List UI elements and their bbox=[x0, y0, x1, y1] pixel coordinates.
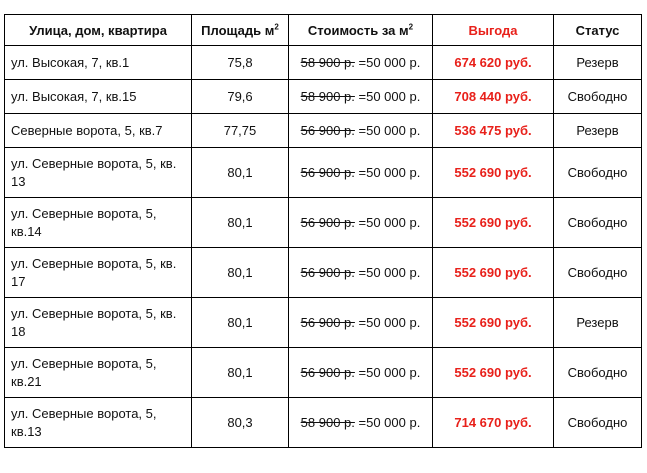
old-price: 56 900 р. bbox=[300, 122, 355, 138]
cell-address: ул. Высокая, 7, кв.1 bbox=[5, 46, 192, 80]
header-area: Площадь $м^2$ bbox=[192, 15, 289, 46]
cell-benefit: 552 690 руб. bbox=[433, 248, 554, 298]
cell-benefit: 552 690 руб. bbox=[433, 298, 554, 348]
cell-area: 75,8 bbox=[192, 46, 289, 80]
table-row bbox=[5, 198, 642, 248]
table-row bbox=[5, 114, 642, 148]
cell-benefit: 708 440 руб. bbox=[433, 80, 554, 114]
cell-benefit: 552 690 руб. bbox=[433, 198, 554, 248]
old-price: 58 900 р. bbox=[300, 414, 355, 430]
cell-price bbox=[289, 348, 433, 398]
old-price: 56 900 р. bbox=[300, 264, 355, 280]
new-price: =50 000 р. bbox=[358, 414, 421, 430]
new-price: =50 000 р. bbox=[358, 54, 421, 70]
old-price: 58 900 р. bbox=[300, 54, 355, 70]
cell-address: Северные ворота, 5, кв.7 bbox=[5, 114, 192, 148]
cell-area: 77,75 bbox=[192, 114, 289, 148]
cell-price bbox=[289, 80, 433, 114]
table-row bbox=[5, 248, 642, 298]
cell-area: 80,1 bbox=[192, 198, 289, 248]
header-address: Улица, дом, квартира bbox=[5, 15, 192, 46]
cell-price bbox=[289, 298, 433, 348]
new-price: =50 000 р. bbox=[358, 364, 421, 380]
header-status: Статус bbox=[554, 15, 642, 46]
cell-area: 80,3 bbox=[192, 398, 289, 448]
cell-price bbox=[289, 398, 433, 448]
cell-address: ул. Высокая, 7, кв.15 bbox=[5, 80, 192, 114]
cell-status: Свободно bbox=[554, 398, 642, 448]
table-row bbox=[5, 348, 642, 398]
new-price: =50 000 р. bbox=[358, 164, 421, 180]
cell-area: 80,1 bbox=[192, 298, 289, 348]
cell-status: Резерв bbox=[554, 114, 642, 148]
old-price: 56 900 р. bbox=[300, 164, 355, 180]
header-benefit: Выгода bbox=[433, 15, 554, 46]
new-price: =50 000 р. bbox=[358, 122, 421, 138]
cell-address: ул. Северные ворота, 5, кв. 17 bbox=[5, 248, 192, 298]
new-price: =50 000 р. bbox=[358, 214, 421, 230]
cell-area: 80,1 bbox=[192, 248, 289, 298]
cell-address: ул. Северные ворота, 5, кв. 13 bbox=[5, 148, 192, 198]
table-row bbox=[5, 148, 642, 198]
table-row bbox=[5, 298, 642, 348]
cell-price bbox=[289, 114, 433, 148]
table-row bbox=[5, 398, 642, 448]
cell-benefit: 674 620 руб. bbox=[433, 46, 554, 80]
new-price: =50 000 р. bbox=[358, 314, 421, 330]
cell-area: 80,1 bbox=[192, 148, 289, 198]
cell-status: Свободно bbox=[554, 348, 642, 398]
cell-area: 79,6 bbox=[192, 80, 289, 114]
table-row bbox=[5, 46, 642, 80]
cell-benefit: 536 475 руб. bbox=[433, 114, 554, 148]
cell-status: Свободно bbox=[554, 248, 642, 298]
cell-status: Свободно bbox=[554, 80, 642, 114]
apartments-table bbox=[4, 14, 642, 448]
table-row bbox=[5, 80, 642, 114]
old-price: 56 900 р. bbox=[300, 214, 355, 230]
cell-price bbox=[289, 198, 433, 248]
header-price: Стоимость за $м^2$ bbox=[289, 15, 433, 46]
cell-status: Резерв bbox=[554, 298, 642, 348]
cell-status: Свободно bbox=[554, 148, 642, 198]
cell-address: ул. Северные ворота, 5, кв.21 bbox=[5, 348, 192, 398]
old-price: 58 900 р. bbox=[300, 88, 355, 104]
old-price: 56 900 р. bbox=[300, 364, 355, 380]
cell-address: ул. Северные ворота, 5, кв.13 bbox=[5, 398, 192, 448]
cell-status: Резерв bbox=[554, 46, 642, 80]
new-price: =50 000 р. bbox=[358, 264, 421, 280]
cell-status: Свободно bbox=[554, 198, 642, 248]
cell-price bbox=[289, 148, 433, 198]
cell-area: 80,1 bbox=[192, 348, 289, 398]
cell-price bbox=[289, 46, 433, 80]
cell-benefit: 552 690 руб. bbox=[433, 348, 554, 398]
cell-benefit: 714 670 руб. bbox=[433, 398, 554, 448]
cell-price bbox=[289, 248, 433, 298]
cell-benefit: 552 690 руб. bbox=[433, 148, 554, 198]
header-row bbox=[5, 15, 642, 46]
new-price: =50 000 р. bbox=[358, 88, 421, 104]
cell-address: ул. Северные ворота, 5, кв.14 bbox=[5, 198, 192, 248]
cell-address: ул. Северные ворота, 5, кв. 18 bbox=[5, 298, 192, 348]
old-price: 56 900 р. bbox=[300, 314, 355, 330]
